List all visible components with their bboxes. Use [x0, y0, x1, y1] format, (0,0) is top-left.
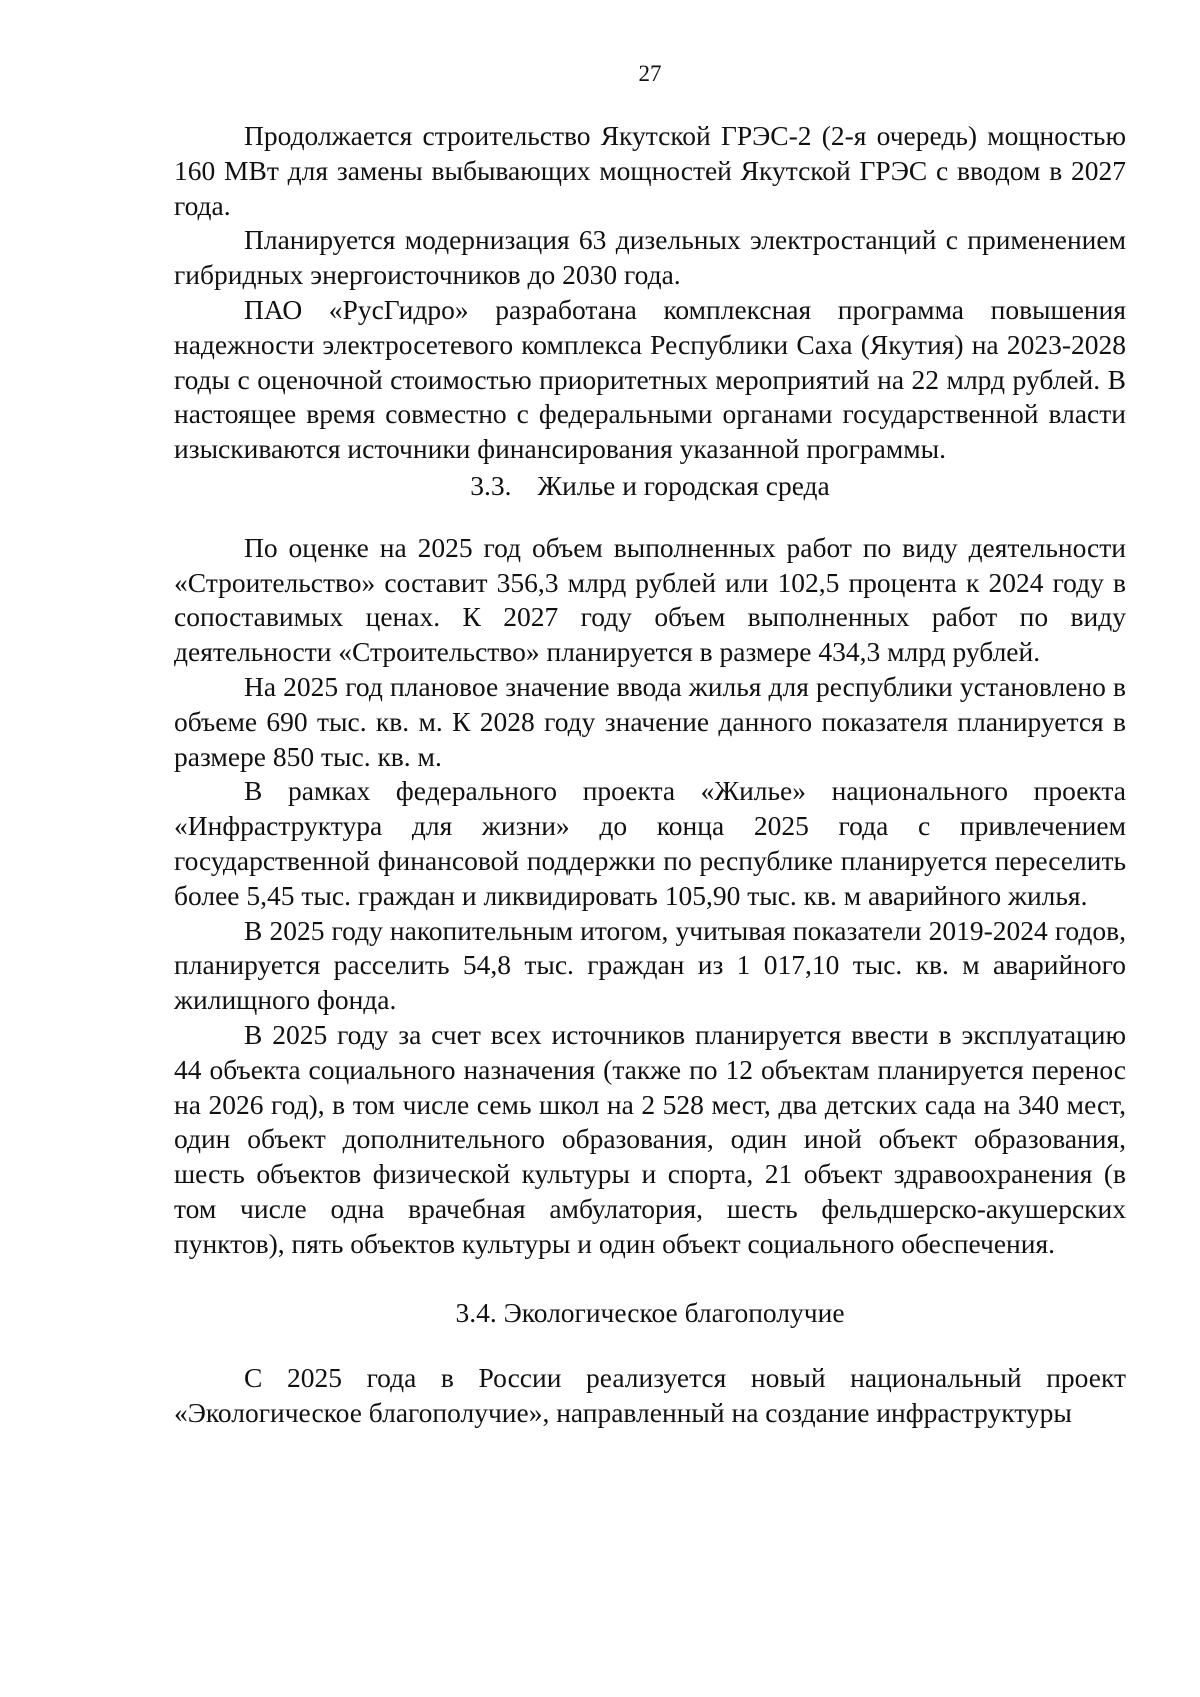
paragraph-diesel-modernization: Планируется модернизация 63 дизельных электростанций с применением гибридных энергоисточников до 2030 года. [174, 224, 1126, 291]
paragraph-social-objects: В 2025 году за счет всех источников планируется ввести в эксплуатацию 44 объекта социального назначения (также по 12 объектам планируется перенос на 2026 год), в том числе семь школ на 2 528 мест, два детских сада на 340 мест, один объект дополнительного образования, один иной объект образования, шесть объектов физической культуры и спорта, 21 объект здравоохранения (в том числе одна врачебная амбулатория, шесть фельдшерско-акушерских пунктов), пять объектов культуры и один объект социального обеспечения. [174, 1018, 1126, 1259]
paragraph-housing-input: На 2025 год плановое значение ввода жилья для республики установлено в объеме 690 тыс. кв. м. К 2028 году значение данного показателя планируется в размере 850 тыс. кв. м. [174, 670, 1126, 772]
page-number: 27 [638, 61, 662, 86]
section-number: 3.3. [470, 469, 512, 501]
paragraph-construction-volume: По оценке на 2025 год объем выполненных работ по виду деятельности «Строительство» составит 356,3 млрд рублей или 102,5 процента к 2024 году в сопоставимых ценах. К 2027 году объем выполненных работ по виду деятельности «Строительство» планируется в размере 434,3 млрд рублей. [174, 531, 1126, 668]
paragraph-resettlement-total: В 2025 году накопительным итогом, учитывая показатели 2019-2024 годов, планируется расселить 54,8 тыс. граждан из 1 017,10 тыс. кв. м аварийного жилищного фонда. [174, 914, 1126, 1016]
section-heading-3-3 [174, 469, 1126, 504]
section-title: Жилье и городская среда [537, 469, 830, 501]
paragraph-ecology-project: С 2025 года в России реализуется новый национальный проект «Экологическое благополучие», направленный на создание инфраструктуры [174, 1362, 1126, 1429]
section-heading-3-4: 3.4. Экологическое благополучие [455, 1296, 845, 1328]
paragraph-yakutsk-gres: Продолжается строительство Якутской ГРЭС-2 (2-я очередь) мощностью 160 МВт для замены выбывающих мощностей Якутской ГРЭС с вводом в 2027 года. [174, 120, 1126, 221]
page-content [174, 119, 1126, 1431]
paragraph-rushydro-program: ПАО «РусГидро» разработана комплексная программа повышения надежности электросетевого комплекса Республики Саха (Якутия) на 2023-2028 годы с оценочной стоимостью приоритетных мероприятий на 22 млрд рублей. В настоящее время совместно с федеральными органами государственной власти изыскиваются источники финансирования указанной программы. [174, 293, 1126, 465]
paragraph-federal-housing-project: В рамках федерального проекта «Жилье» национального проекта «Инфраструктура для жизни» до конца 2025 года с привлечением государственной финансовой поддержки по республике планируется переселить более 5,45 тыс. граждан и ликвидировать 105,90 тыс. кв. м аварийного жилья. [174, 775, 1126, 911]
